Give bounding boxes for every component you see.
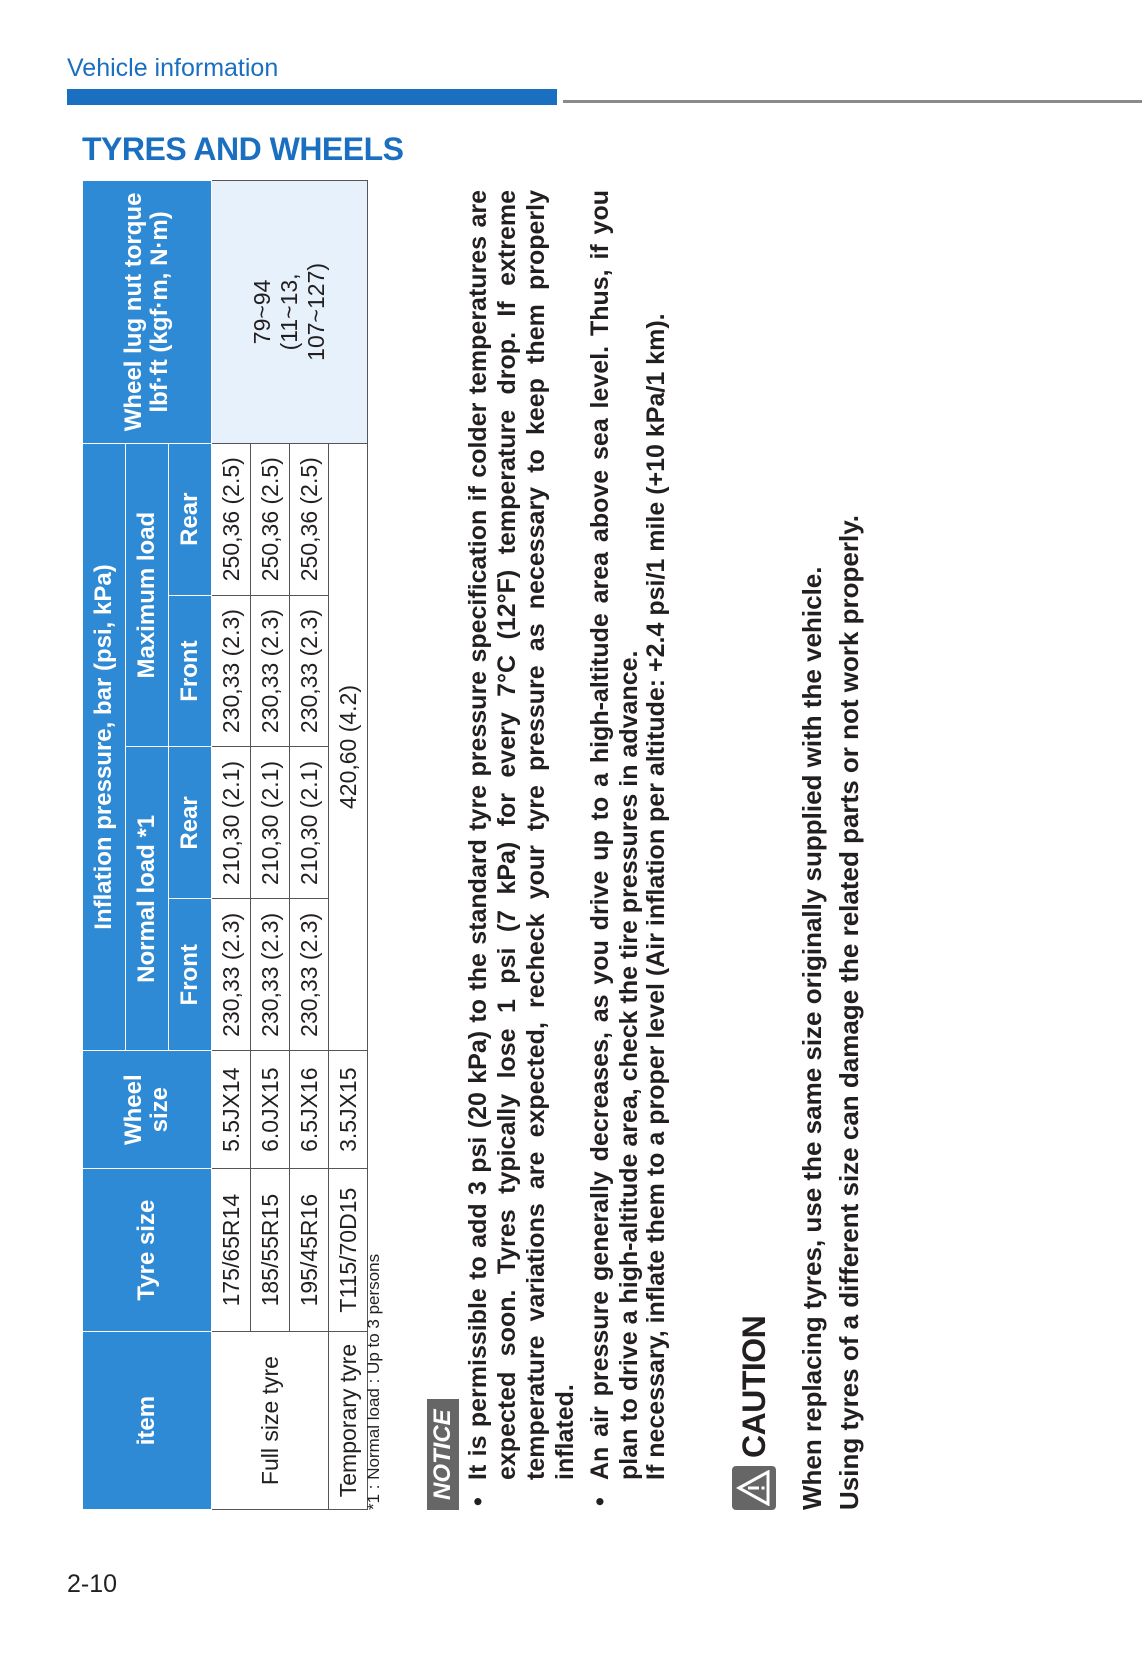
cell-normal-front: 230,33 (2.3): [212, 899, 251, 1051]
cell-tyre-size: 175/65R14: [212, 1169, 251, 1332]
notice-text: It is permissible to add 3 psi (20 kPa) to the standard tyre pressure specification if colder temperatures are expected soon. Tyres typically lose 1 psi (7 kPa) for every 7°C (12°F) temperature drop. If extreme temperature variations are expected, recheck your tyre pressure as necessary to keep them properly inflated.: [464, 190, 579, 1480]
tyre-spec-table: [82, 180, 368, 1510]
header-normal-front: Front: [169, 899, 212, 1051]
cell-max-front: 230,33 (2.3): [251, 595, 290, 747]
header-max-rear: Rear: [169, 443, 212, 595]
torque-line-2: (11~13,: [276, 273, 302, 351]
cell-wheel-size: 3.5JX15: [329, 1051, 368, 1169]
header-rule-blue: [67, 89, 557, 105]
header-normal-rear: Rear: [169, 747, 212, 899]
warning-triangle-icon: [732, 1466, 776, 1510]
section-label: Vehicle information: [67, 54, 279, 82]
header-max-front: Front: [169, 595, 212, 747]
cell-normal-front: 230,33 (2.3): [290, 899, 329, 1051]
cell-max-front: 230,33 (2.3): [290, 595, 329, 747]
header-maximum-load: Maximum load: [126, 443, 169, 747]
cell-wheel-size: 6.5JX16: [290, 1051, 329, 1169]
notice-badge: NOTICE: [427, 1399, 459, 1510]
caution-line-2: Using tyres of a different size can damage the related parts or not work properly.: [834, 515, 864, 1510]
cell-wheel-size: 5.5JX14: [212, 1051, 251, 1169]
cell-normal-rear: 210,30 (2.1): [212, 747, 251, 899]
cell-normal-front: 230,33 (2.3): [251, 899, 290, 1051]
header-item: item: [83, 1332, 212, 1510]
caution-label: CAUTION: [735, 1315, 772, 1458]
header-wheel-size: Wheel size: [83, 1051, 212, 1169]
cell-wheel-size: 6.0JX15: [251, 1051, 290, 1169]
caution-line-1: When replacing tyres, use the same size originally supplied with the vehicle.: [797, 566, 827, 1510]
caution-text: [794, 515, 868, 1510]
notice-list: [464, 190, 650, 1510]
cell-temporary-pressure: 420,60 (4.2): [329, 443, 368, 1050]
cell-max-rear: 250,36 (2.5): [212, 443, 251, 595]
cell-normal-rear: 210,30 (2.1): [290, 747, 329, 899]
header-normal-load: Normal load *1: [126, 747, 169, 1051]
header-inflation-pressure: Inflation pressure, bar (psi, kPa): [83, 443, 126, 1050]
torque-line-1: 79~94: [249, 279, 275, 345]
cell-tyre-size: T115/70D15: [329, 1169, 368, 1332]
page-number: 2-10: [67, 1570, 118, 1598]
notice-altitude-line: If necessary, inflate them to a proper level (Air inflation per altitude: +2.4 psi/1 mile (+10 kPa/1 km).: [642, 313, 670, 1480]
header-rule-gray: [563, 100, 1142, 103]
bullet-icon: •: [464, 1497, 492, 1506]
row-label-temporary: Temporary tyre: [329, 1332, 368, 1510]
rotated-content: [82, 180, 902, 1510]
notice-item: [464, 190, 580, 1510]
caution-heading: [732, 1316, 776, 1510]
notice-item: [586, 190, 644, 1510]
cell-normal-rear: 210,30 (2.1): [251, 747, 290, 899]
torque-line-3: 107~127): [303, 262, 329, 361]
cell-max-rear: 250,36 (2.5): [251, 443, 290, 595]
header-lug-torque: Wheel lug nut torque lbf·ft (kgf·m, N·m): [83, 181, 212, 444]
cell-tyre-size: 195/45R16: [290, 1169, 329, 1332]
cell-max-rear: 250,36 (2.5): [290, 443, 329, 595]
page-title: TYRES AND WHEELS: [82, 131, 404, 167]
table-footnote: *1 : Normal load : Up to 3 persons: [364, 1253, 383, 1510]
cell-lug-torque: [212, 181, 368, 444]
notice-text: An air pressure generally decreases, as you drive up to a high-altitude area above sea level. Thus, if you plan to drive a high-altitude area, check the tire pressures in advance.: [586, 190, 643, 1480]
cell-tyre-size: 185/55R15: [251, 1169, 290, 1332]
header-tyre-size: Tyre size: [83, 1169, 212, 1332]
cell-max-front: 230,33 (2.3): [212, 595, 251, 747]
row-label-full-size: Full size tyre: [212, 1332, 329, 1510]
bullet-icon: •: [586, 1497, 614, 1506]
